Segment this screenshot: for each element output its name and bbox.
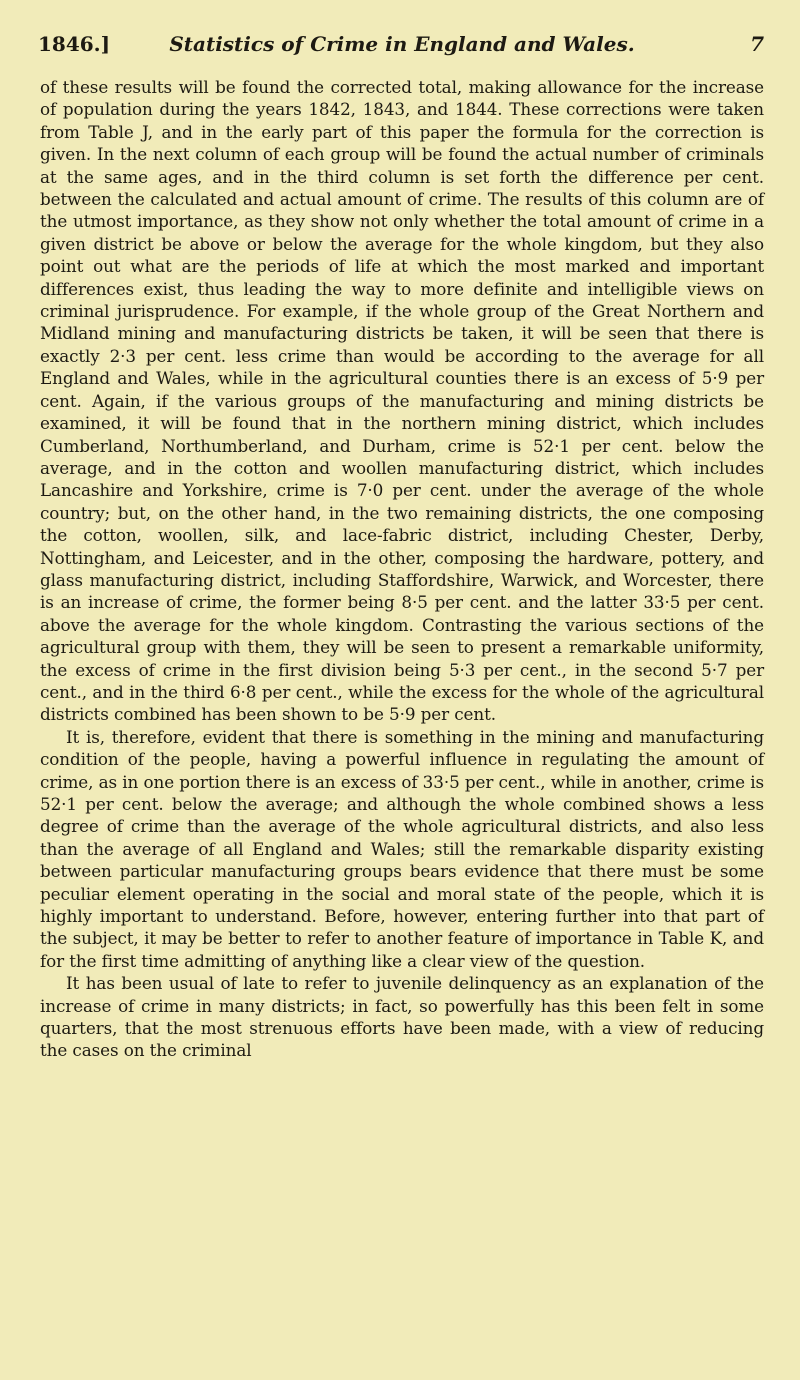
paragraph-3: It has been usual of late to refer to juvenile delinquency as an explanation of the increase of crime in many districts; in fact, so powerfully has this been felt in some quarters, that the most strenuous efforts have been made, with a view of reducing the cases on the criminal	[40, 973, 764, 1061]
header-title: Statistics of Crime in England and Wales.	[169, 32, 635, 56]
body-text	[40, 76, 764, 1062]
paragraph-2: It is, therefore, evident that there is something in the mining and manufacturing condition of the people, having a powerful influence in regulating the amount of crime, as in one portion there is an excess of 33·5 per cent., while in another, crime is 52·1 per cent. below the average; and although the whole combined shows a less degree of crime than the average of the whole agricultural districts, and also less than the average of all England and Wales; still the remarkable disparity existing between particular manufacturing groups bears evidence that there must be some peculiar element operating in the social and moral state of the people, which it is highly important to understand. Before, however, entering further into that part of the subject, it may be better to refer to another feature of importance in Table K, and for the first time admitting of anything like a clear view of the question.	[40, 726, 764, 971]
document-page	[40, 32, 764, 1062]
header-year: 1846.]	[38, 32, 111, 56]
page-number: 7	[750, 32, 764, 56]
paragraph-1: of these results will be found the corrected total, making allowance for the increase of population during the years 1842, 1843, and 1844. These corrections were taken from Table J, and in the early part of this paper the formula for the correction is given. In the next column of each group will be found the actual number of criminals at the same ages, and in the third column is set forth the difference per cent. between the calculated and actual amount of crime. The results of this column are of the utmost importance, as they show not only whether the total amount of crime in a given district be above or below the average for the whole kingdom, but they also point out what are the periods of life at which the most marked and important differences exist, thus leading the way to more definite and intelligible views on criminal jurisprudence. For example, if the whole group of the Great Northern and Midland mining and manufacturing districts be taken, it will be seen that there is exactly 2·3 per cent. less crime than would be according to the average for all England and Wales, while in the agricultural counties there is an excess of 5·9 per cent. Again, if the various groups of the manufacturing and mining districts be examined, it will be found that in the northern mining district, which includes Cumberland, Northumberland, and Durham, crime is 52·1 per cent. below the average, and in the cotton and woollen manufacturing district, which includes Lancashire and Yorkshire, crime is 7·0 per cent. under the average of the whole country; but, on the other hand, in the two remaining districts, the one composing the cotton, woollen, silk, and lace-fabric district, including Chester, Derby, Nottingham, and Leicester, and in the other, composing the hardware, pottery, and glass manufacturing district, including Staffordshire, Warwick, and Worcester, there is an increase of crime, the former being 8·5 per cent. and the latter 33·5 per cent. above the average for the whole kingdom. Contrasting the various sections of the agricultural group with them, they will be seen to present a remarkable uniformity, the excess of crime in the first division being 5·3 per cent., in the second 5·7 per cent., and in the third 6·8 per cent., while the excess for the whole of the agricultural districts combined has been shown to be 5·9 per cent.	[40, 77, 764, 725]
running-header	[40, 32, 764, 66]
